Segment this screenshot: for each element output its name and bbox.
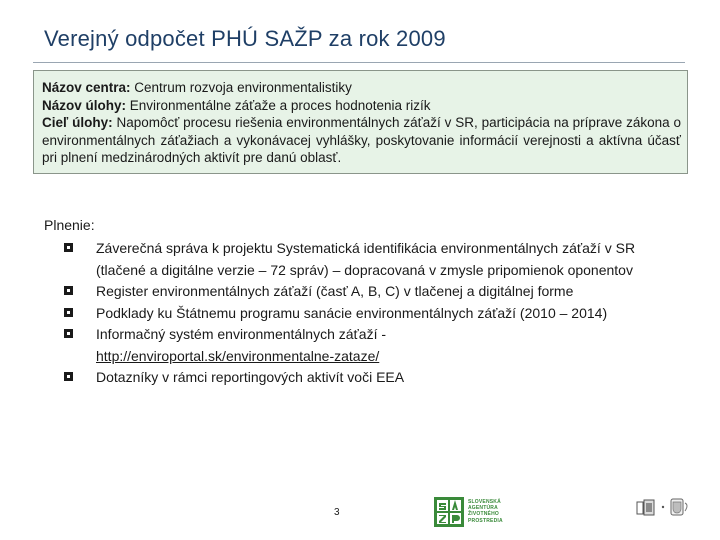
centre-label: Názov centra: [42,80,131,95]
list-item-text: Register environmentálnych záťaží (časť A, B, C) v tlačenej a digitálnej forme [96,283,574,299]
square-bullet-icon [64,329,73,338]
square-bullet-icon [64,243,73,252]
goal-line [42,114,681,167]
sazp-logo [434,497,524,527]
list-item [44,303,664,325]
enviroportal-link[interactable]: http://enviroportal.sk/environmentalne-zataze/ [96,347,380,364]
logo-line: ŽIVOTNÉHO [468,511,499,518]
plnenie-section [44,215,664,389]
list-item [44,281,664,303]
centre-value: Centrum rozvoja environmentalistiky [130,80,352,95]
ministry-emblem-icon [635,497,693,519]
emblems [635,497,693,519]
square-bullet-icon [64,286,73,295]
list-item-text: Informačný systém environmentálnych záťaží - [96,326,387,342]
goal-label: Cieľ úlohy: [42,115,113,130]
logo-line: PROSTREDIA [468,517,503,524]
slide-title: Verejný odpočet PHÚ SAŽP za rok 2009 [44,26,446,51]
plnenie-list [44,238,664,389]
list-item-text: Záverečná správa k projektu Systematická identifikácia environmentálnych záťaží v SR (tlačené a digitálne verzie – 72 správ) – dopracovaná v zmysle pripomienok oponentov [96,240,636,278]
task-line [42,97,681,115]
centre-line [42,79,681,97]
logo-text [468,499,528,524]
sazp-logo-icon [434,497,464,527]
list-item-text: Dotazníky v rámci reportingových aktivít voči EEA [96,369,405,385]
list-item [44,324,664,367]
goal-value: Napomôcť procesu riešenia environmentálnych záťaží v SR, participácia na príprave zákona o environmentálnych záťažiach a vykonávacej vyhlášky, poskytovanie informácií verejnosti a aktívna účasť pri plnení medzinárodných aktivít pre danú oblasť. [42,115,681,165]
list-item [44,238,664,281]
title-divider [33,62,685,63]
logo-line: SLOVENSKÁ [468,499,501,505]
coat-of-arms-icon [671,499,687,515]
info-box [33,70,688,174]
plnenie-heading: Plnenie: [44,217,95,233]
task-value: Environmentálne záťaže a proces hodnotenia rizík [126,97,431,113]
page-number: 3 [334,507,340,518]
square-bullet-icon [64,372,73,381]
list-item [44,367,664,389]
list-item-text: Podklady ku Štátnemu programu sanácie environmentálnych záťaží (2010 – 2014) [96,304,608,321]
square-bullet-icon [64,308,73,317]
task-label: Názov úlohy: [42,97,127,113]
logo-line: AGENTÚRA [468,505,498,512]
